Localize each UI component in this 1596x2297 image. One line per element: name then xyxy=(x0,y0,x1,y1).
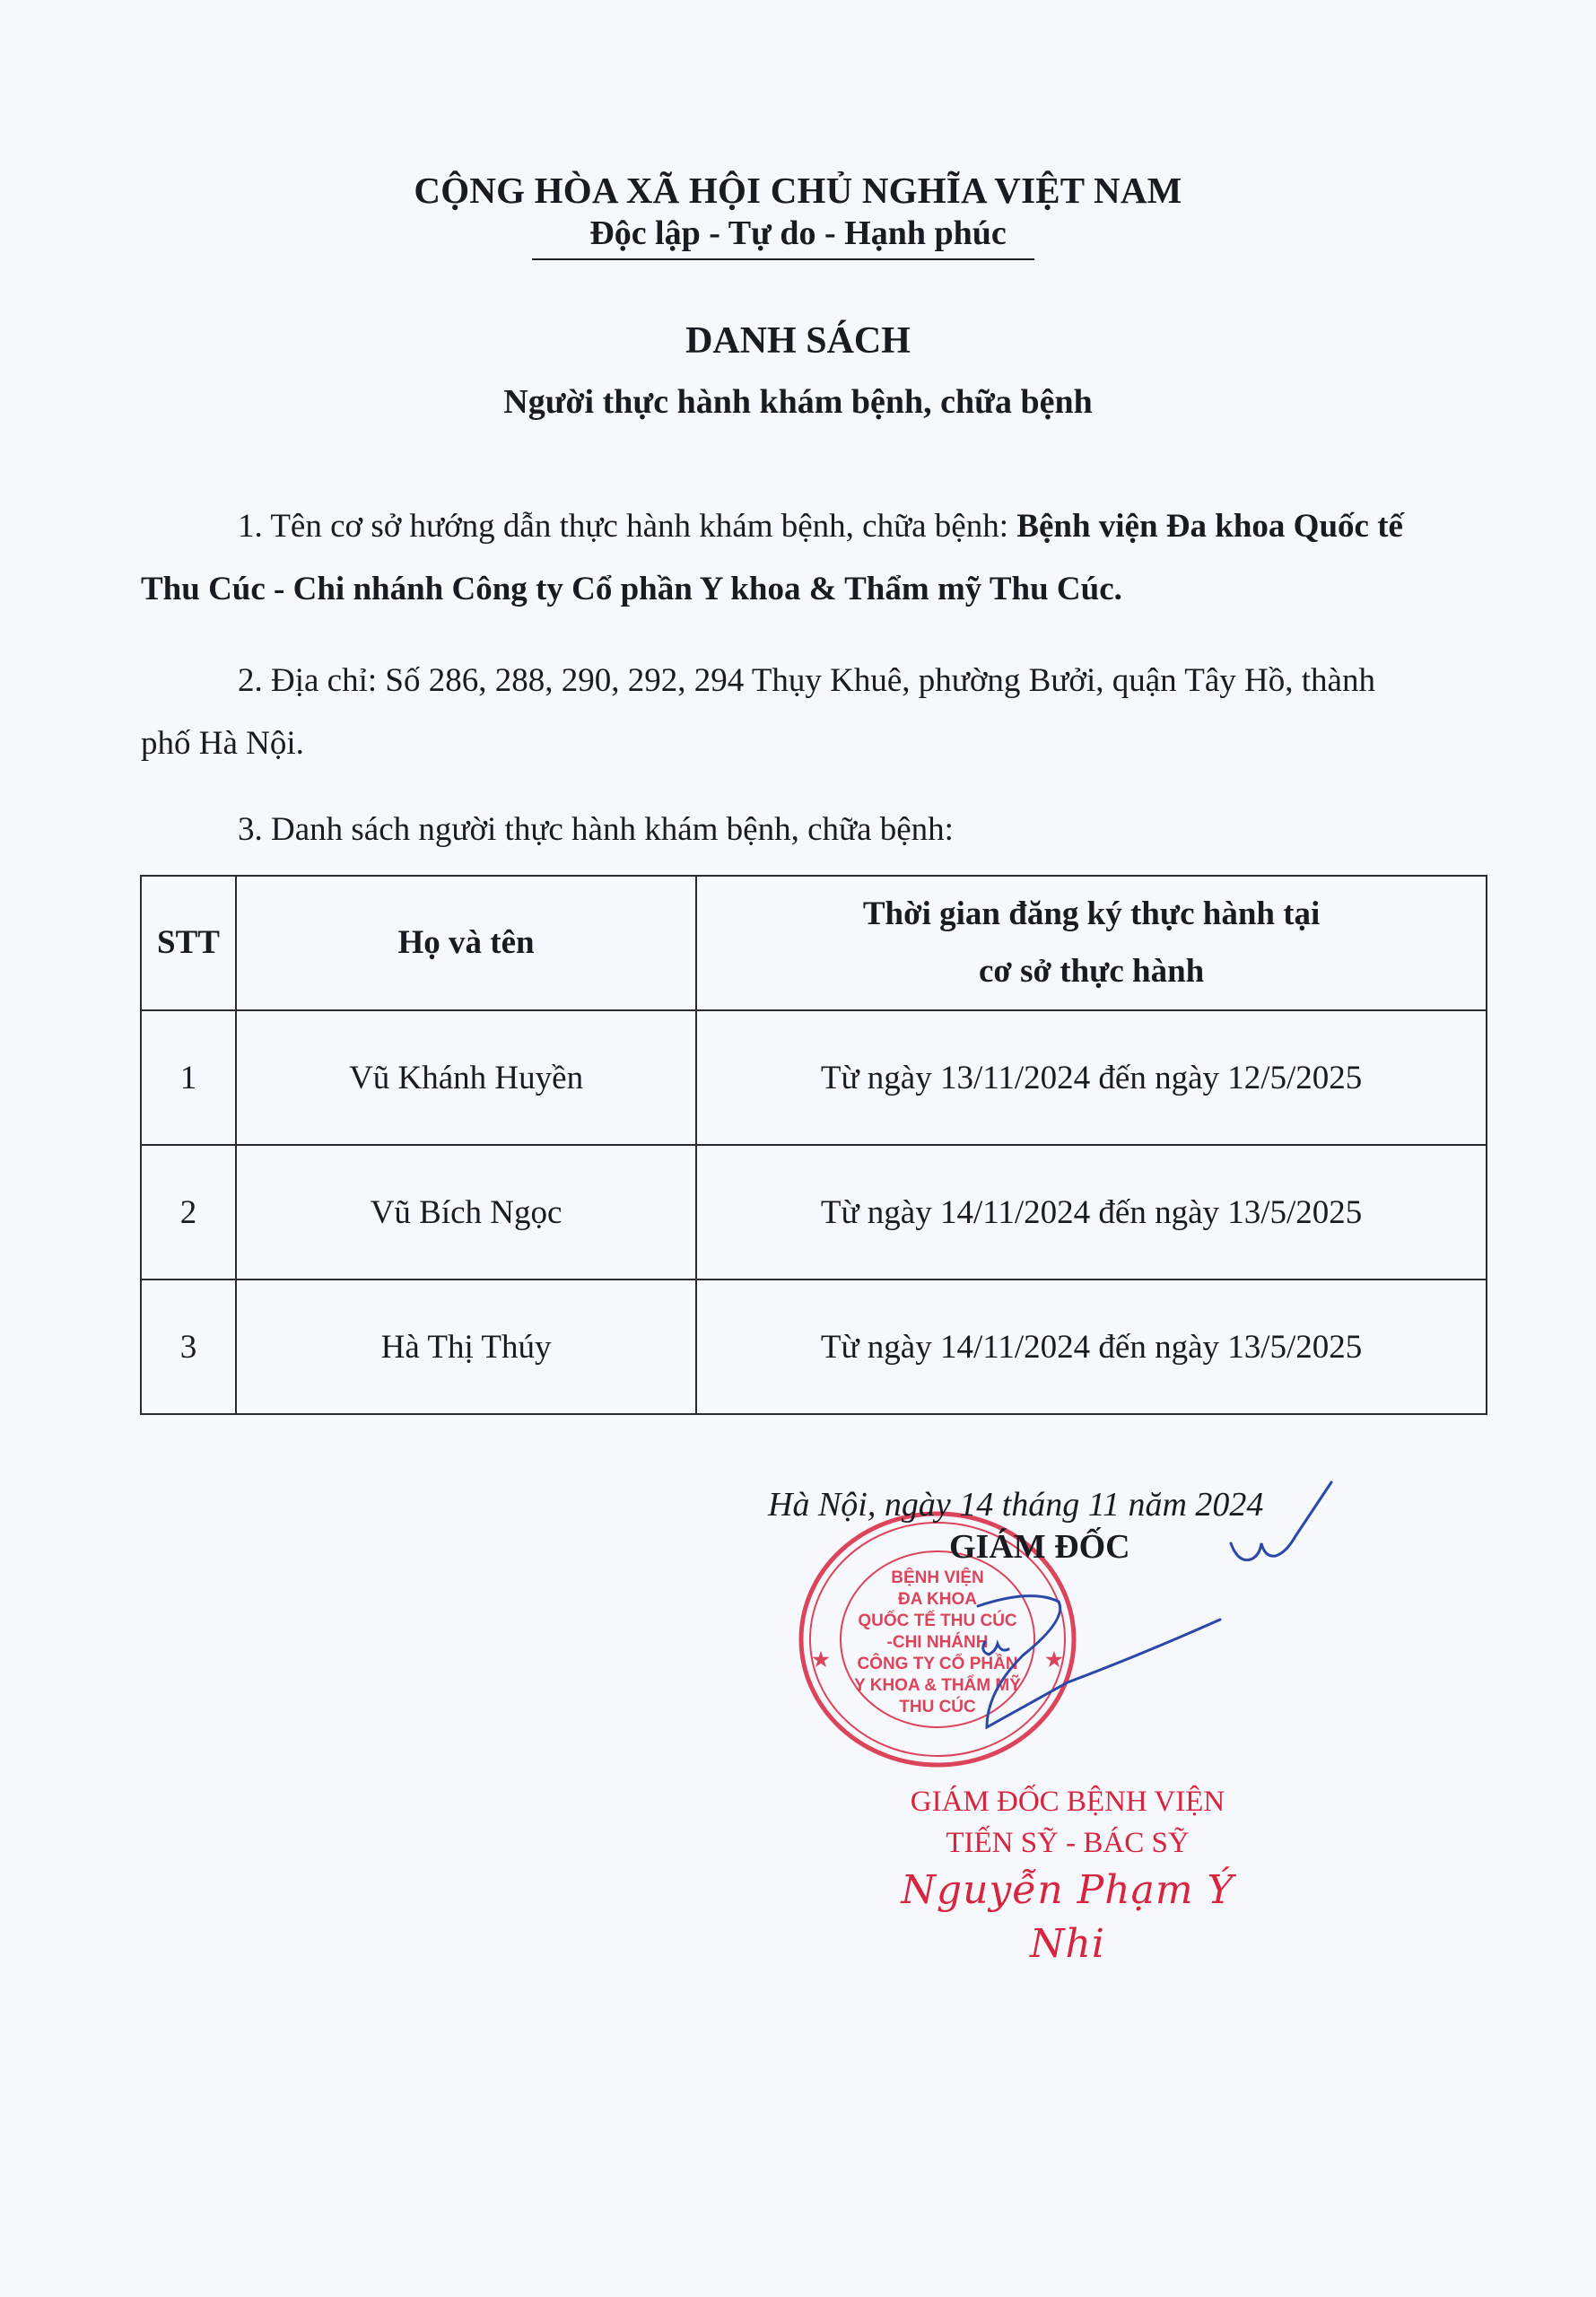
cell-name: Hà Thị Thúy xyxy=(236,1280,696,1414)
stamp-line-5: CÔNG TY CỔ PHẦN xyxy=(857,1655,1018,1673)
header-name: Họ và tên xyxy=(236,876,696,1010)
header-time xyxy=(696,876,1487,1010)
header-time-line1: Thời gian đăng ký thực hành tại xyxy=(862,895,1321,932)
place-date: Hà Nội, ngày 14 tháng 11 năm 2024 xyxy=(768,1486,1264,1524)
item-facility xyxy=(141,495,1424,621)
document-title: DANH SÁCH xyxy=(685,320,911,362)
signer-role: GIÁM ĐỐC xyxy=(949,1528,1130,1566)
item-address xyxy=(141,650,1424,775)
stamp-line-7: THU CÚC xyxy=(899,1698,976,1716)
signer-degree: TIẾN SỸ - BÁC SỸ xyxy=(946,1827,1190,1859)
signer-name: Nguyễn Phạm Ý Nhi xyxy=(901,1867,1234,1967)
signer-title: GIÁM ĐỐC BỆNH VIỆN xyxy=(910,1786,1225,1818)
item-address-text: 2. Địa chỉ: Số 286, 288, 290, 292, 294 Thụy Khuê, phường Bưởi, quận Tây Hồ, thành phố Hà Nội. xyxy=(141,662,1375,762)
table-row xyxy=(141,1145,1487,1280)
item-list-intro xyxy=(141,799,1424,861)
cell-time: Từ ngày 13/11/2024 đến ngày 12/5/2025 xyxy=(696,1010,1487,1145)
header-stt: STT xyxy=(141,876,236,1010)
cell-name: Vũ Khánh Huyền xyxy=(236,1010,696,1145)
item-facility-value: Bệnh viện Đa khoa Quốc tế Thu Cúc - Chi nhánh Công ty Cổ phần Y khoa & Thẩm mỹ Thu Cúc. xyxy=(141,508,1403,607)
cell-time: Từ ngày 14/11/2024 đến ngày 13/5/2025 xyxy=(696,1280,1487,1414)
cell-time: Từ ngày 14/11/2024 đến ngày 13/5/2025 xyxy=(696,1145,1487,1280)
cell-name: Vũ Bích Ngọc xyxy=(236,1145,696,1280)
cell-stt: 2 xyxy=(141,1145,236,1280)
table-row xyxy=(141,1280,1487,1414)
svg-text:★: ★ xyxy=(812,1648,830,1671)
table-row xyxy=(141,1010,1487,1145)
item-facility-label: 1. Tên cơ sở hướng dẫn thực hành khám bệnh, chữa bệnh: xyxy=(238,508,1017,545)
motto-underline xyxy=(532,258,1034,260)
stamp-line-2: ĐA KHOA xyxy=(898,1590,977,1609)
item-list-intro-text: 3. Danh sách người thực hành khám bệnh, chữa bệnh: xyxy=(238,811,954,848)
document-subtitle: Người thực hành khám bệnh, chữa bệnh xyxy=(503,383,1093,421)
cell-stt: 3 xyxy=(141,1280,236,1414)
stamp-line-6: Y KHOA & THẨM MỸ xyxy=(854,1676,1021,1695)
national-motto: Độc lập - Tự do - Hạnh phúc xyxy=(589,214,1007,252)
stamp-line-4: -CHI NHÁNH xyxy=(886,1633,989,1652)
signer-block xyxy=(861,1781,1274,1971)
header-time-line2: cơ sở thực hành xyxy=(978,953,1205,990)
table-header-row xyxy=(141,876,1487,1010)
cell-stt: 1 xyxy=(141,1010,236,1145)
stamp-line-1: BỆNH VIỆN xyxy=(891,1568,984,1587)
practitioner-table xyxy=(140,875,1487,1415)
nation-header: CỘNG HÒA XÃ HỘI CHỦ NGHĨA VIỆT NAM xyxy=(414,170,1182,211)
stamp-line-3: QUỐC TẾ THU CÚC xyxy=(858,1611,1017,1630)
svg-text:★: ★ xyxy=(1045,1648,1063,1671)
